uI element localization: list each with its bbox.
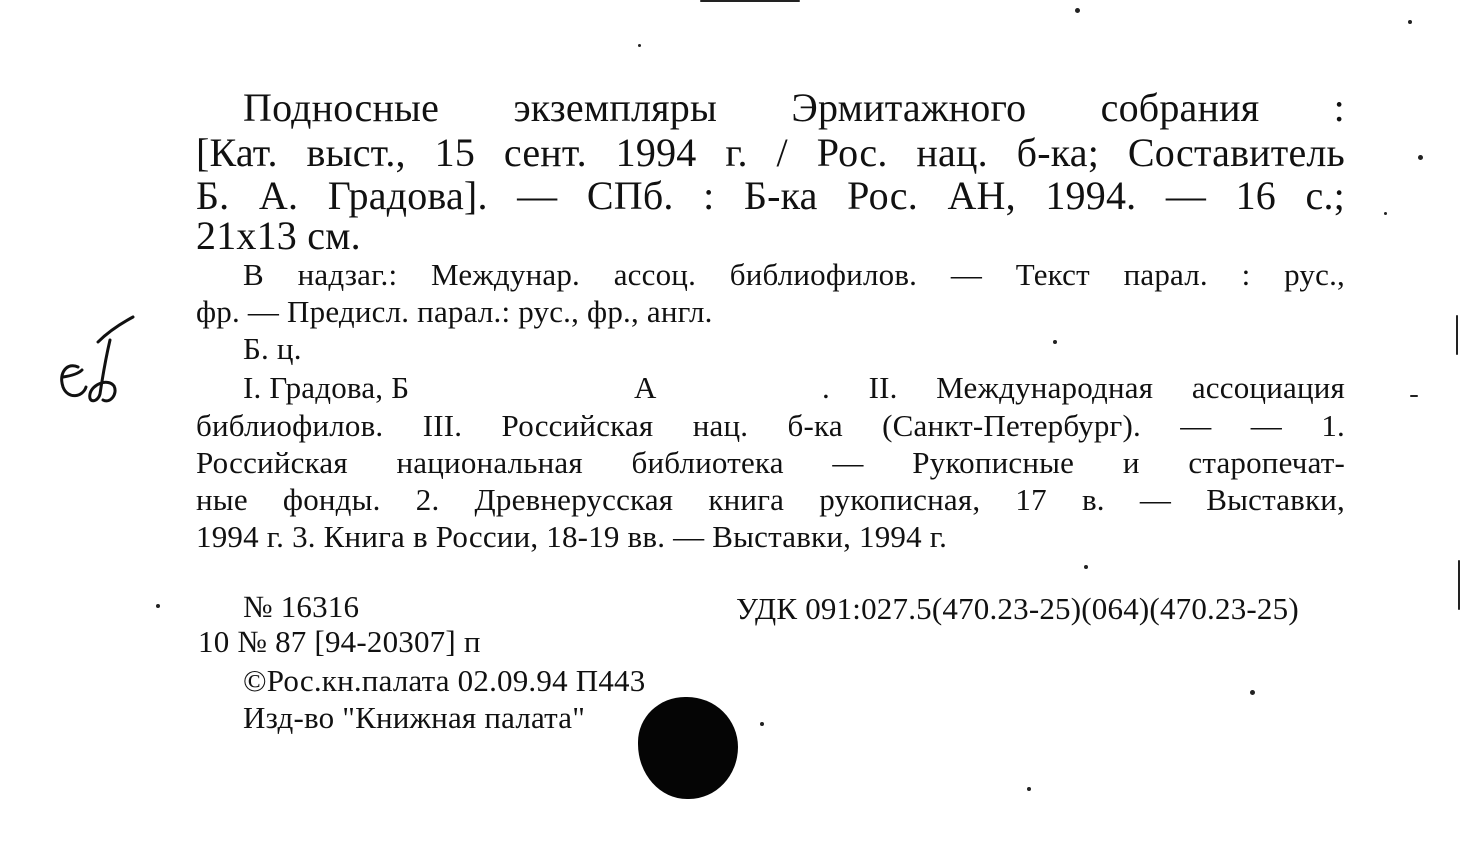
scan-speck [1408, 20, 1412, 24]
scan-speck [1410, 395, 1418, 397]
title-line-1: Подносные экземпляры Эрмитажного собрания : [243, 85, 1345, 130]
notes-line-2: фр. — Предисл. парал.: рус., фр., англ. [196, 294, 713, 329]
scan-speck [1075, 8, 1080, 13]
scan-speck [1027, 787, 1031, 791]
price-note: Б. ц. [243, 331, 302, 366]
title-line-3: Б. А. Градова]. — СПб. : Б-ка Рос. АН, 1994. — 16 с.; [196, 173, 1345, 218]
scan-speck [1418, 155, 1423, 160]
scan-speck [1250, 690, 1255, 695]
scan-speck [638, 44, 641, 47]
scan-speck [1084, 565, 1088, 569]
scan-speck [1456, 315, 1458, 355]
scan-speck [1458, 560, 1460, 610]
scan-speck [1053, 340, 1057, 344]
entries-line-2: библиофилов. III. Российская нац. б-ка (Санкт-Петербург). — — 1. [196, 408, 1345, 443]
entries-line-1c: . II. Международная ассоциация [822, 370, 1345, 405]
scan-speck [1384, 212, 1387, 215]
footer-line-2: 10 № 87 [94-20307] п [198, 624, 481, 659]
entries-line-1a: I. Градова, Б [243, 370, 410, 405]
entries-line-1b: А [634, 370, 657, 405]
title-line-4: 21х13 см. [196, 213, 361, 258]
notes-line-1: В надзаг.: Междунар. ассоц. библиофилов. — Текст парал. : рус., [243, 257, 1345, 292]
copyright-line: ©Рос.кн.палата 02.09.94 П443 [243, 663, 646, 698]
ink-blot [638, 697, 738, 799]
scan-speck [156, 604, 160, 608]
udk-code: УДК 091:027.5(470.23-25)(064)(470.23-25) [736, 591, 1299, 626]
record-number: № 16316 [243, 589, 360, 624]
entries-line-4: ные фонды. 2. Древнерусская книга рукописная, 17 в. — Выставки, [196, 482, 1345, 517]
scan-speck [700, 0, 800, 2]
publisher-line: Изд-во "Книжная палата" [243, 700, 586, 735]
entries-line-5: 1994 г. 3. Книга в России, 18-19 вв. — Выставки, 1994 г. [196, 519, 948, 554]
title-line-2: [Кат. выст., 15 сент. 1994 г. / Рос. нац. б-ка; Составитель [196, 130, 1345, 175]
scan-speck [760, 722, 764, 726]
handwritten-annotation-icon [48, 312, 143, 412]
entries-line-3: Российская национальная библиотека — Рукописные и старопечат- [196, 445, 1345, 480]
